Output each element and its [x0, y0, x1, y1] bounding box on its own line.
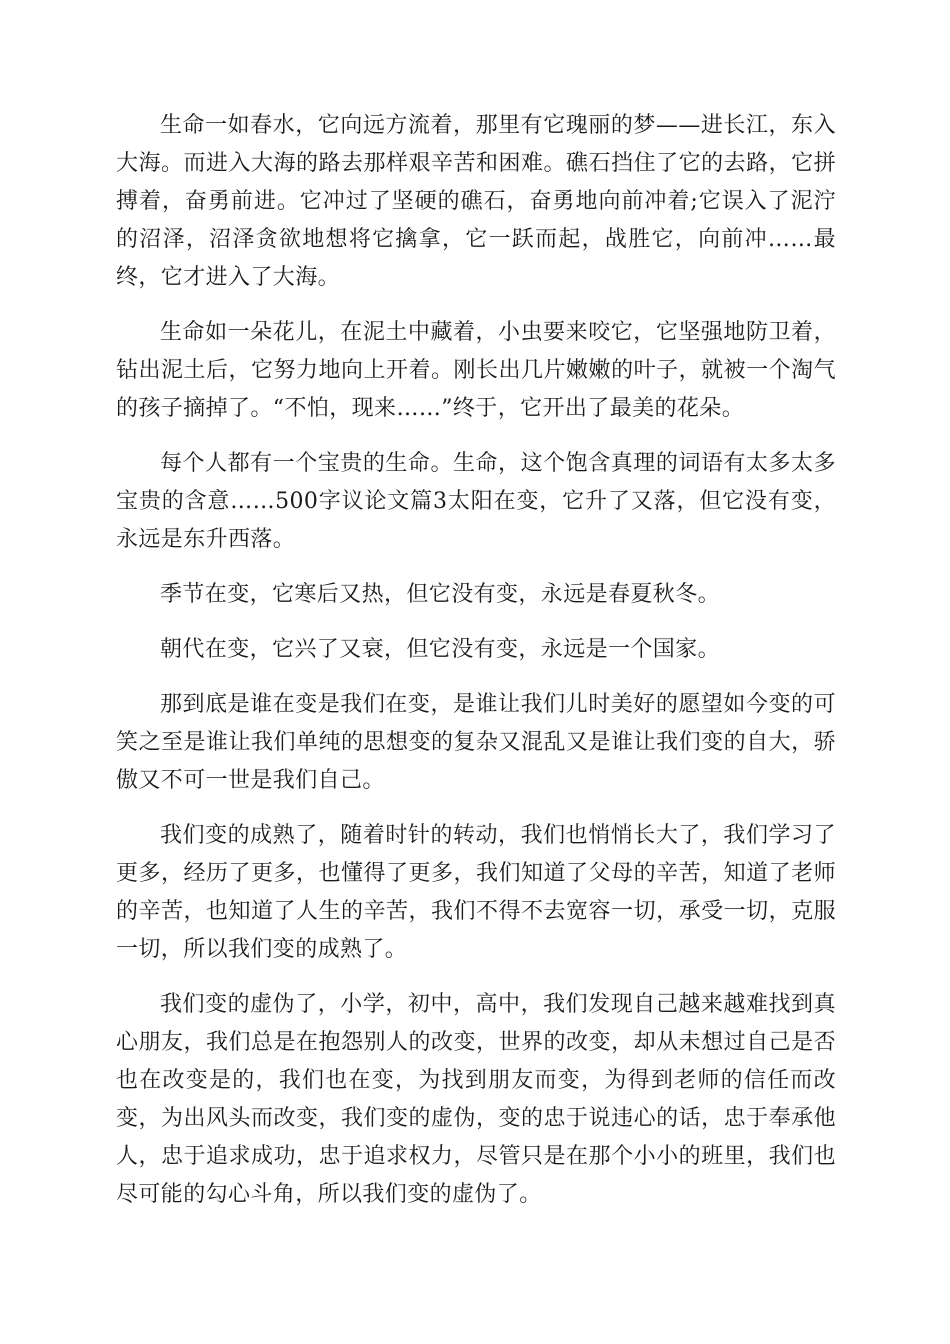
paragraph-4: 季节在变，它寒后又热，但它没有变，永远是春夏秋冬。 [160, 582, 721, 607]
paragraph-5: 朝代在变，它兴了又衰，但它没有变，永远是一个国家。 [160, 637, 721, 662]
paragraph-7: 我们变的成熟了，随着时针的转动，我们也悄悄长大了，我们学习了更多，经历了更多，也懂得了更多，我们知道了父母的辛苦，知道了老师的辛苦，也知道了人生的辛苦，我们不得不去宽容一切，承受一切，克服一切，所以我们变的成熟了。 [116, 823, 836, 962]
paragraph-6: 那到底是谁在变是我们在变，是谁让我们儿时美好的愿望如今变的可笑之至是谁让我们单纯的思想变的复杂又混乱又是谁让我们变的自大，骄傲又不可一世是我们自己。 [116, 692, 836, 793]
paragraph-2: 生命如一朵花儿，在泥土中藏着，小虫要来咬它，它坚强地防卫着，钻出泥土后，它努力地向上开着。刚长出几片嫩嫩的叶子，就被一个淘气的孩子摘掉了。“不怕，现来……”终于，它开出了最美的花朵。 [116, 320, 836, 421]
paragraph-1: 生命一如春水，它向远方流着，那里有它瑰丽的梦——进长江，东入大海。而进入大海的路去那样艰辛苦和困难。礁石挡住了它的去路，它拼搏着，奋勇前进。它冲过了坚硬的礁石，奋勇地向前冲着;它误入了泥泞的沼泽，沼泽贪欲地想将它擒拿，它一跃而起，战胜它，向前冲……最终，它才进入了大海。 [116, 113, 836, 290]
paragraph-8: 我们变的虚伪了，小学，初中，高中，我们发现自己越来越难找到真心朋友，我们总是在抱怨别人的改变，世界的改变，却从未想过自己是否也在改变是的，我们也在变，为找到朋友而变，为得到老师的信任而改变，为出风头而改变，我们变的虚伪，变的忠于说违心的话，忠于奉承他人，忠于追求成功，忠于追求权力，尽管只是在那个小小的班里，我们也尽可能的勾心斗角，所以我们变的虚伪了。 [116, 992, 836, 1207]
document-body [116, 107, 836, 1231]
paragraph-3: 每个人都有一个宝贵的生命。生命，这个饱含真理的词语有太多太多宝贵的含意……500字议论文篇3太阳在变，它升了又落，但它没有变，永远是东升西落。 [116, 451, 836, 552]
